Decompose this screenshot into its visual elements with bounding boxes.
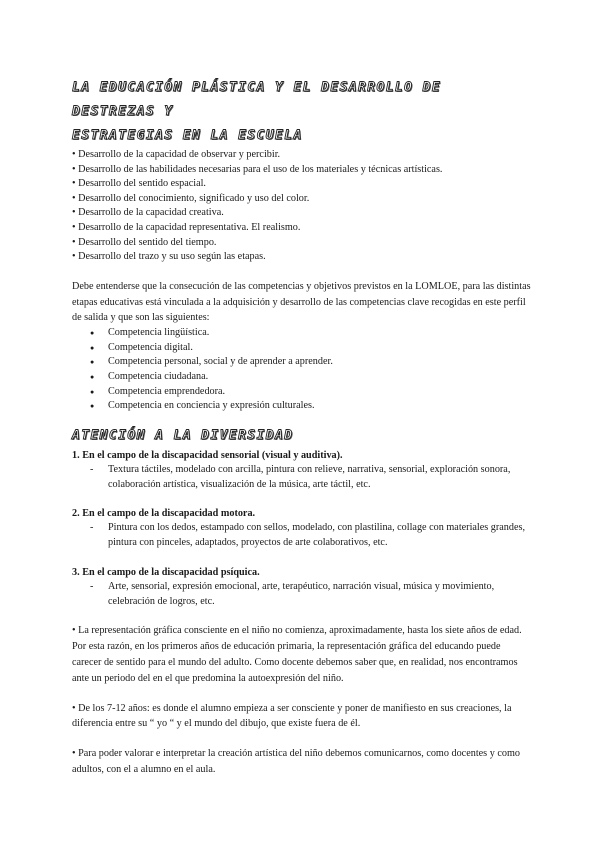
list-item: ● Competencia en conciencia y expresión culturales. xyxy=(72,399,532,414)
section-title: ATENCIÓN A LA DIVERSIDAD xyxy=(72,427,294,443)
list-item: ● Competencia ciudadana. xyxy=(72,370,532,385)
competencies-list xyxy=(72,326,532,414)
diversity-section xyxy=(72,448,532,610)
list-item: - Pintura con los dedos, estampado con sellos, modelado, con plastilina, collage con materiales grandes, pintura con pinceles, adaptados, proyectos de arte colaborativos, etc. xyxy=(72,521,532,551)
list-item: - Arte, sensorial, expresión emocional, arte, terapéutico, narración visual, música y movimiento, celebración de logros, etc. xyxy=(72,580,532,610)
list-item: ● Competencia lingüística. xyxy=(72,326,532,341)
list-item: • Desarrollo del trazo y su uso según las etapas. xyxy=(72,251,266,263)
list-item: • Desarrollo del sentido espacial. xyxy=(72,178,206,190)
document-page xyxy=(72,76,532,778)
paragraph: • La representación gráfica consciente en el niño no comienza, aproximadamente, hasta los siete años de edad. Por esta razón, en los primeros años de educación primaria, la representación gráfica del educando puede carecer de sentido para el mundo del adulto. Como docente debemos saber que, en realidad, nos encontramos ante un periodo del en el que predomina la autoexpresión del niño. xyxy=(72,625,522,684)
subsection-heading: 1. En el campo de la discapacidad sensorial (visual y auditiva). xyxy=(72,449,343,461)
paragraph: • De los 7-12 años: es donde el alumno empieza a ser consciente y poner de manifiesto en sus creaciones, la diferencia entre su “ yo “ y el mundo del dibujo, que existe fuera de él. xyxy=(72,702,512,730)
list-item: ● Competencia digital. xyxy=(72,341,532,356)
paragraph: • Para poder valorar e interpretar la creación artística del niño debemos comunicarnos, como docentes y como adultos, con el a alumno en el aula. xyxy=(72,748,520,776)
list-item: • Desarrollo del sentido del tiempo. xyxy=(72,236,217,248)
list-item: • Desarrollo de las habilidades necesarias para el uso de los materiales y técnicas artísticas. xyxy=(72,163,443,175)
intro-paragraph: Debe entenderse que la consecución de las competencias y objetivos previstos en la LOMLOE, para las distintas etapas educativas está vinculada a la adquisición y desarrollo de las competencias clave recogidas en este perfil de salida y que son las siguientes: xyxy=(72,280,531,324)
list-item: - Textura táctiles, modelado con arcilla, pintura con relieve, narrativa, sensorial, exploración sonora, colaboración artística, visualización de la música, arte táctil, etc. xyxy=(72,463,532,493)
skills-list xyxy=(72,148,532,265)
subsection-heading: 3. En el campo de la discapacidad psíquica. xyxy=(72,566,260,578)
list-item: ● Competencia personal, social y de aprender a aprender. xyxy=(72,355,532,370)
page-title-line-1: LA EDUCACIÓN PLÁSTICA Y EL DESARROLLO DE DESTREZAS Y xyxy=(72,80,442,119)
list-item: • Desarrollo del conocimiento, significado y uso del color. xyxy=(72,192,310,204)
list-item: • Desarrollo de la capacidad creativa. xyxy=(72,207,224,219)
subsection-heading: 2. En el campo de la discapacidad motora. xyxy=(72,508,256,520)
list-item: • Desarrollo de la capacidad de observar y percibir. xyxy=(72,149,281,160)
list-item: • Desarrollo de la capacidad representativa. El realismo. xyxy=(72,221,301,233)
list-item: ● Competencia emprendedora. xyxy=(72,385,532,400)
page-title-line-2: ESTRATEGIAS EN LA ESCUELA xyxy=(72,128,303,143)
